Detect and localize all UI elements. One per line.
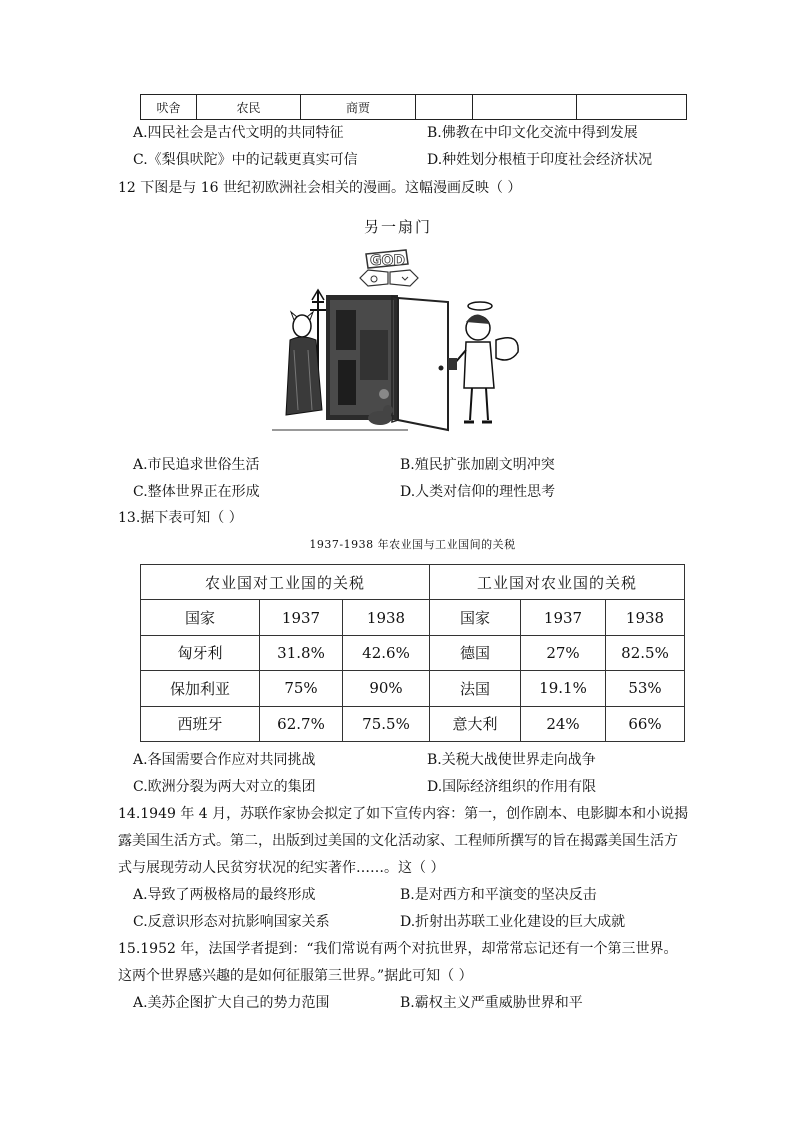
- comic-illustration: [268, 212, 528, 437]
- table-cell: 吠舍: [141, 95, 197, 120]
- table-cell: 82.5%: [606, 635, 685, 670]
- q14-stem-line1: 14.1949 年 4 月，苏联作家协会拟定了如下宣传内容：第一，创作剧本、电影脚本和小说揭: [118, 806, 689, 822]
- angel-figure-icon: [448, 302, 518, 422]
- q11-option-a: A.四民社会是古代文明的共同特征: [133, 125, 344, 141]
- q13-stem: 13.据下表可知（ ）: [118, 510, 243, 526]
- q12-option-a: A.市民追求世俗生活: [133, 457, 260, 473]
- column-header: 国家: [430, 600, 521, 635]
- table-cell: 27%: [521, 635, 606, 670]
- table-row: [141, 635, 685, 670]
- table-cell: 66%: [606, 706, 685, 741]
- column-header: 1938: [343, 600, 430, 635]
- column-header: 1938: [606, 600, 685, 635]
- dark-door-icon: [326, 295, 398, 420]
- q14-option-c: C.反意识形态对抗影响国家关系: [133, 914, 330, 930]
- q15-option-b: B.霸权主义严重威胁世界和平: [400, 995, 583, 1011]
- q12-stem: 12 下图是与 16 世纪初欧洲社会相关的漫画。这幅漫画反映（ ）: [118, 180, 522, 196]
- comic-drawing: [268, 240, 528, 435]
- q14-option-d: D.折射出苏联工业化建设的巨大成就: [400, 914, 626, 930]
- q11-option-d: D.种姓划分根植于印度社会经济状况: [427, 152, 653, 168]
- q13-option-b: B.关税大战使世界走向战争: [427, 752, 596, 768]
- table-cell: 西班牙: [141, 706, 260, 741]
- table-header: 农业国对工业国的关税: [141, 565, 430, 600]
- q12-option-d: D.人类对信仰的理性思考: [400, 484, 556, 500]
- table-cell: [416, 95, 473, 120]
- god-sign-icon: [360, 250, 418, 286]
- q11-option-b: B.佛教在中印文化交流中得到发展: [427, 125, 638, 141]
- table-cell: 42.6%: [343, 635, 430, 670]
- table-row: [141, 706, 685, 741]
- q14-stem-line3: 式与展现劳动人民贫穷状况的纪实著作……。这（ ）: [118, 860, 445, 876]
- column-header: 国家: [141, 600, 260, 635]
- table-cell: 德国: [430, 635, 521, 670]
- devil-figure-icon: [286, 290, 326, 415]
- column-header: 1937: [260, 600, 343, 635]
- tariff-table: [140, 564, 685, 742]
- column-header: 1937: [521, 600, 606, 635]
- open-door-icon: [392, 296, 448, 430]
- table-cell: 24%: [521, 706, 606, 741]
- q15-stem-line2: 这两个世界感兴趣的是如何征服第三世界。”据此可知（ ）: [118, 968, 473, 984]
- q11-option-c: C.《梨俱吠陀》中的记载更真实可信: [133, 152, 358, 168]
- q15-option-a: A.美苏企图扩大自己的势力范围: [133, 995, 330, 1011]
- q13-option-c: C.欧洲分裂为两大对立的集团: [133, 779, 316, 795]
- q15-stem-line1: 15.1952 年，法国学者提到：“我们常说有两个对抗世界，却常常忘记还有一个第三世界。: [118, 941, 678, 957]
- caste-table-fragment: [140, 94, 687, 120]
- tariff-table-title: 1937-1938 年农业国与工业国间的关税: [309, 538, 516, 551]
- table-cell: 53%: [606, 671, 685, 706]
- q12-option-b: B.殖民扩张加剧文明冲突: [400, 457, 555, 473]
- table-cell: 31.8%: [260, 635, 343, 670]
- table-cell: 19.1%: [521, 671, 606, 706]
- table-cell: 匈牙利: [141, 635, 260, 670]
- table-cell: 意大利: [430, 706, 521, 741]
- q14-option-b: B.是对西方和平演变的坚决反击: [400, 887, 597, 903]
- table-cell: 保加利亚: [141, 671, 260, 706]
- table-cell: 62.7%: [260, 706, 343, 741]
- comic-title: 另一扇门: [363, 218, 432, 236]
- q13-option-d: D.国际经济组织的作用有限: [427, 779, 597, 795]
- q14-option-a: A.导致了两极格局的最终形成: [133, 887, 316, 903]
- table-cell: [473, 95, 577, 120]
- table-cell: 商贾: [301, 95, 416, 120]
- table-cell: 75%: [260, 671, 343, 706]
- table-cell: 75.5%: [343, 706, 430, 741]
- q12-option-c: C.整体世界正在形成: [133, 484, 260, 500]
- table-cell: 法国: [430, 671, 521, 706]
- table-row: [141, 671, 685, 706]
- table-cell: 90%: [343, 671, 430, 706]
- table-header: 工业国对农业国的关税: [430, 565, 685, 600]
- god-sign-text: GOD: [370, 253, 406, 269]
- table-cell: 农民: [197, 95, 301, 120]
- q13-option-a: A.各国需要合作应对共同挑战: [133, 752, 316, 768]
- table-cell: [577, 95, 687, 120]
- q14-stem-line2: 露美国生活方式。第二，出版到过美国的文化活动家、工程师所撰写的旨在揭露美国生活方: [118, 833, 678, 849]
